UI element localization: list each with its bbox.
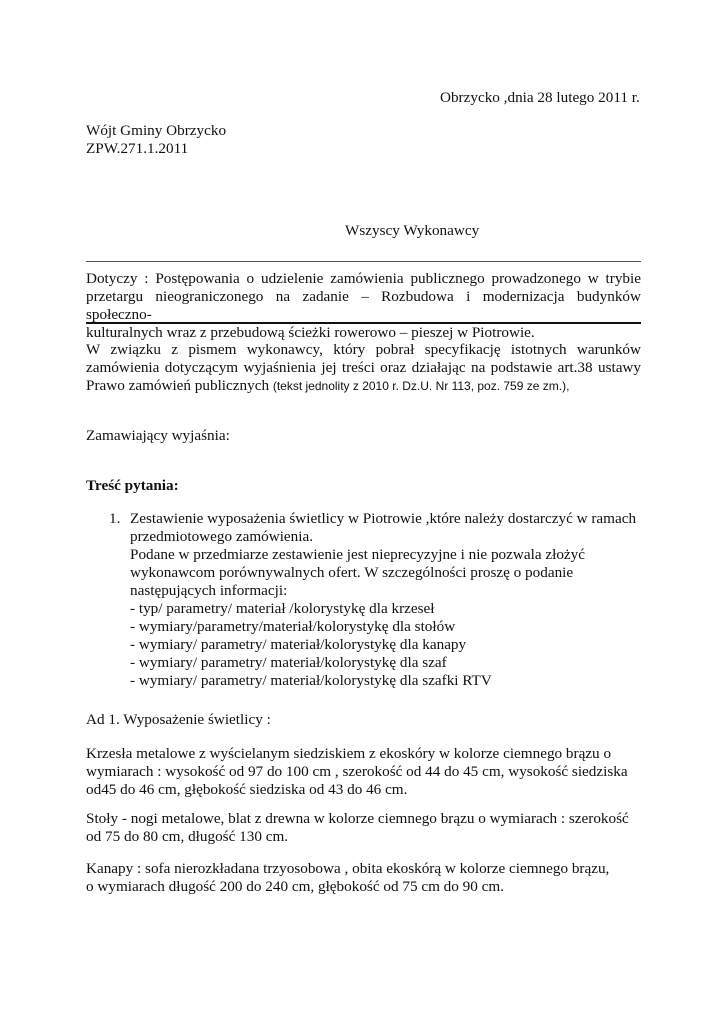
subject-line: kulturalnych wraz z przebudową ścieżki rowerowo – pieszej w Piotrowie. (86, 324, 535, 341)
legal-citation: (tekst jednolity z 2010 r. Dz.U. Nr 113, poz. 759 ze zm.), (272, 379, 570, 393)
sender-name: Wójt Gminy Obrzycko (86, 122, 227, 139)
divider-bottom (86, 322, 641, 324)
answer-line: od45 do 46 cm, głębokość siedziska od 43 do 46 cm. (86, 781, 408, 798)
answer-line: o wymiarach długość 200 do 240 cm, głębokość od 75 cm do 90 cm. (86, 878, 505, 895)
answer-line: wymiarach : wysokość od 97 do 100 cm , szerokość od 44 do 45 cm, wysokość siedziska (86, 763, 628, 780)
intro-line: W związku z pismem wykonawcy, który pobrał specyfikację istotnych warunków (86, 341, 641, 358)
question-line: przedmiotowego zamówienia. (130, 528, 314, 545)
answer-line: Stoły - nogi metalowe, blat z drewna w kolorze ciemnego brązu o wymiarach : szerokość (86, 810, 629, 827)
question-line: Zestawienie wyposażenia świetlicy w Piotrowie ,które należy dostarczyć w ramach (130, 510, 637, 527)
question-list-item: - wymiary/parametry/materiał/kolorystykę dla stołów (130, 618, 456, 635)
answer-line: Krzesła metalowe z wyścielanym siedziskiem z ekoskóry w kolorze ciemnego brązu o (86, 745, 612, 762)
sender-block (86, 122, 226, 158)
answer-sofas (86, 860, 646, 896)
intro-paragraph (86, 341, 641, 395)
subject-line: przetargu nieograniczonego na zadanie – Rozbudowa i modernizacja budynków społeczno- (86, 288, 641, 323)
question-list-item: - typ/ parametry/ materiał /kolorystykę dla krzeseł (130, 600, 435, 617)
subject-block (86, 270, 641, 342)
question-list-item: - wymiary/ parametry/ materiał/kolorystykę dla kanapy (130, 636, 467, 653)
question-line: wykonawcom porównywalnych ofert. W szczególności proszę o podanie (130, 564, 574, 581)
reference-number: ZPW.271.1.2011 (86, 140, 189, 157)
answer-tables (86, 810, 646, 846)
question-list-item: - wymiary/ parametry/ materiał/kolorystykę dla szaf (130, 654, 447, 671)
question-heading: Treść pytania: (86, 477, 179, 494)
question-list-item: - wymiary/ parametry/ materiał/kolorystykę dla szafki RTV (130, 672, 492, 689)
intro-line: zamówienia dotyczącym wyjaśnienia jej treści oraz działając na podstawie art.38 ustawy (86, 359, 641, 376)
question-line: następujących informacji: (130, 582, 288, 599)
question-body (130, 510, 650, 690)
answer-chairs (86, 745, 646, 799)
question-line: Podane w przedmiarze zestawienie jest nieprecyzyjne i nie pozwala złożyć (130, 546, 585, 563)
question-number: 1. (109, 510, 121, 527)
recipient: Wszyscy Wykonawcy (345, 222, 480, 239)
subject-line: Dotyczy : Postępowania o udzielenie zamówienia publicznego prowadzonego w trybie (86, 270, 641, 287)
answer-line: od 75 do 80 cm, długość 130 cm. (86, 828, 289, 845)
answer-line: Kanapy : sofa nierozkładana trzyosobowa , obita ekoskórą w kolorze ciemnego brązu, (86, 860, 610, 877)
intro-line-main: Prawo zamówień publicznych (86, 377, 273, 394)
clarifies-label: Zamawiający wyjaśnia: (86, 427, 230, 444)
date-line: Obrzycko ,dnia 28 lutego 2011 r. (440, 89, 640, 106)
answer-heading: Ad 1. Wyposażenie świetlicy : (86, 711, 271, 728)
divider-top (86, 261, 641, 262)
intro-line (86, 377, 641, 395)
